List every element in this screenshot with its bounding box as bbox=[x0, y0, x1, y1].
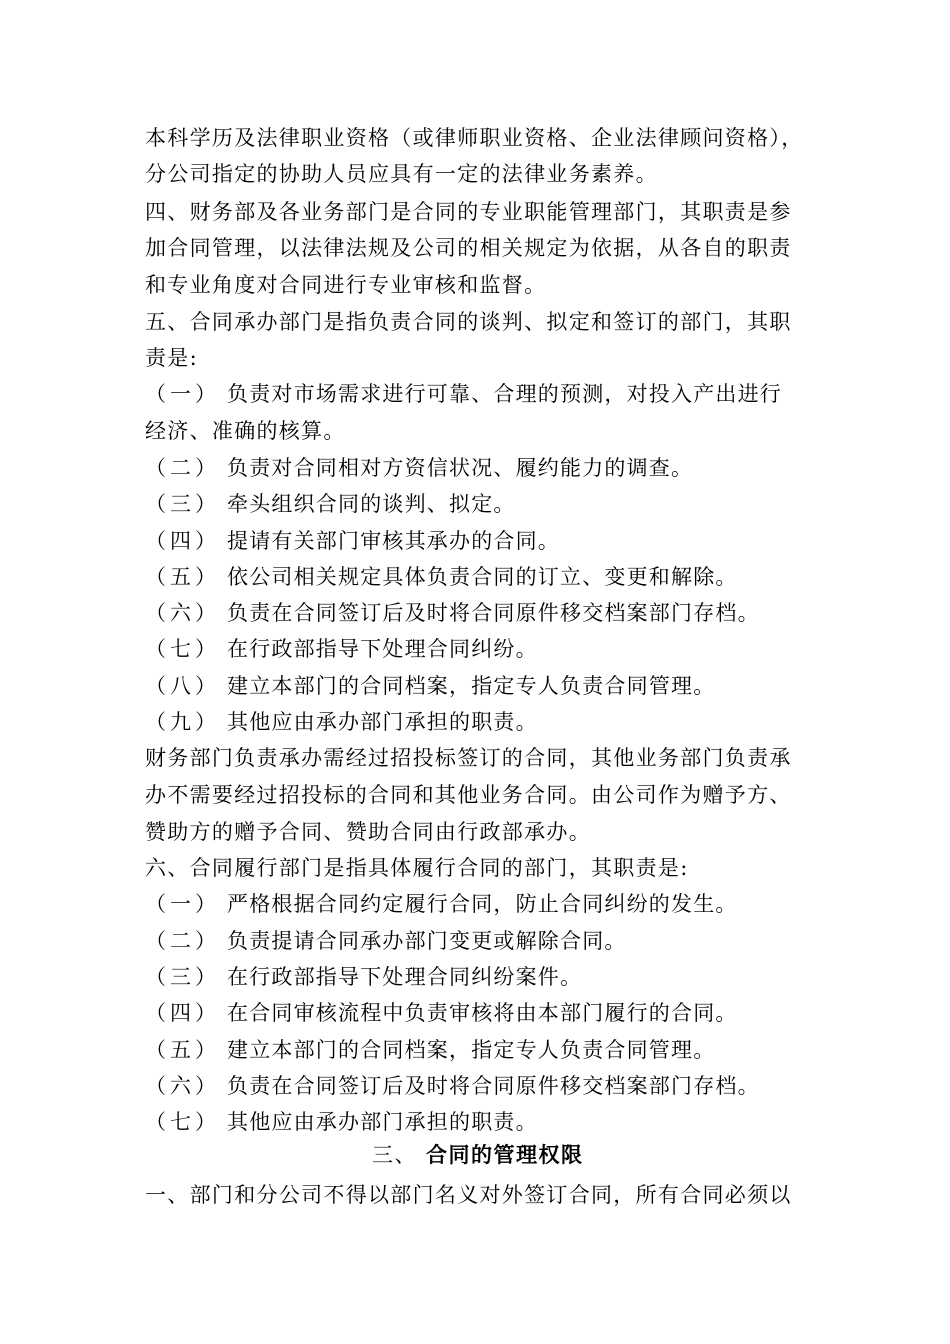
paragraph-line: 一、部门和分公司不得以部门名义对外签订合同，所有合同必须以 bbox=[145, 1183, 792, 1207]
list-item-number: （五） bbox=[145, 565, 220, 589]
paragraph-line: 四、财务部及各业务部门是合同的专业职能管理部门，其职责是参 bbox=[145, 200, 792, 224]
list-item-continuation: 经济、准确的核算。 bbox=[145, 419, 346, 443]
list-item-text: 其他应由承办部门承担的职责。 bbox=[227, 1110, 538, 1134]
list-item bbox=[145, 671, 715, 701]
list-item-number: （三） bbox=[145, 492, 220, 516]
list-item-text: 负责在合同签订后及时将合同原件移交档案部门存档。 bbox=[227, 1074, 760, 1098]
list-item bbox=[145, 598, 760, 628]
list-item-number: （五） bbox=[145, 1038, 220, 1062]
paragraph-line: 和专业角度对合同进行专业审核和监督。 bbox=[145, 273, 547, 297]
paragraph-line: 六、合同履行部门是指具体履行合同的部门，其职责是: bbox=[145, 856, 689, 880]
list-item-number: （六） bbox=[145, 601, 220, 625]
list-item bbox=[145, 379, 782, 409]
list-item bbox=[145, 562, 738, 592]
paragraph-line: 五、合同承办部门是指负责合同的谈判、拟定和签订的部门，其职 bbox=[145, 310, 792, 334]
list-item-text: 在行政部指导下处理合同纠纷案件。 bbox=[227, 965, 583, 989]
list-item-number: （一） bbox=[145, 382, 220, 406]
list-item-number: （七） bbox=[145, 637, 220, 661]
list-item-number: （八） bbox=[145, 674, 220, 698]
paragraph-line: 分公司指定的协助人员应具有一定的法律业务素养。 bbox=[145, 162, 658, 186]
list-item-number: （六） bbox=[145, 1074, 220, 1098]
list-item-text: 负责对合同相对方资信状况、履约能力的调查。 bbox=[227, 456, 694, 480]
list-item-text: 在行政部指导下处理合同纠纷。 bbox=[227, 637, 538, 661]
list-item-text: 提请有关部门审核其承办的合同。 bbox=[227, 529, 560, 553]
list-item bbox=[145, 634, 538, 664]
paragraph-line: 财务部门负责承办需经过招投标签订的合同，其他业务部门负责承 bbox=[145, 746, 792, 770]
paragraph-line: 本科学历及法律职业资格（或律师职业资格、企业法律顾问资格）， bbox=[145, 126, 804, 150]
list-item-number: （二） bbox=[145, 929, 220, 953]
list-item bbox=[145, 998, 738, 1028]
list-item bbox=[145, 1071, 760, 1101]
list-item bbox=[145, 1107, 538, 1137]
list-item-text: 依公司相关规定具体负责合同的订立、变更和解除。 bbox=[227, 565, 738, 589]
list-item bbox=[145, 962, 582, 992]
list-item-number: （七） bbox=[145, 1110, 220, 1134]
paragraph-line: 加合同管理，以法律法规及公司的相关规定为依据，从各自的职责 bbox=[145, 236, 792, 260]
list-item-number: （三） bbox=[145, 965, 220, 989]
section-heading bbox=[372, 1140, 584, 1170]
section-heading-number: 三、 bbox=[372, 1143, 417, 1167]
section-heading-title: 合同的管理权限 bbox=[426, 1142, 584, 1167]
paragraph-line: 办不需要经过招投标的合同和其他业务合同。由公司作为赠予方、 bbox=[145, 783, 792, 807]
list-item-number: （四） bbox=[145, 1001, 220, 1025]
list-item-text: 负责对市场需求进行可靠、合理的预测，对投入产出进行 bbox=[227, 382, 782, 406]
list-item-number: （九） bbox=[145, 710, 220, 734]
list-item-text: 负责提请合同承办部门变更或解除合同。 bbox=[227, 929, 627, 953]
list-item bbox=[145, 453, 693, 483]
list-item-text: 牵头组织合同的谈判、拟定。 bbox=[227, 492, 516, 516]
paragraph-line: 赞助方的赠予合同、赞助合同由行政部承办。 bbox=[145, 820, 591, 844]
list-item-text: 在合同审核流程中负责审核将由本部门履行的合同。 bbox=[227, 1001, 738, 1025]
list-item-text: 建立本部门的合同档案，指定专人负责合同管理。 bbox=[227, 1038, 716, 1062]
list-item bbox=[145, 526, 560, 556]
list-item-number: （四） bbox=[145, 529, 220, 553]
list-item-text: 严格根据合同约定履行合同，防止合同纠纷的发生。 bbox=[227, 892, 738, 916]
list-item-number: （二） bbox=[145, 456, 220, 480]
list-item-text: 建立本部门的合同档案，指定专人负责合同管理。 bbox=[227, 674, 716, 698]
list-item bbox=[145, 707, 538, 737]
list-item-text: 其他应由承办部门承担的职责。 bbox=[227, 710, 538, 734]
list-item bbox=[145, 889, 738, 919]
list-item-text: 负责在合同签订后及时将合同原件移交档案部门存档。 bbox=[227, 601, 760, 625]
list-item-number: （一） bbox=[145, 892, 220, 916]
list-item bbox=[145, 926, 627, 956]
list-item bbox=[145, 1035, 715, 1065]
paragraph-line: 责是: bbox=[145, 346, 198, 370]
list-item bbox=[145, 489, 516, 519]
